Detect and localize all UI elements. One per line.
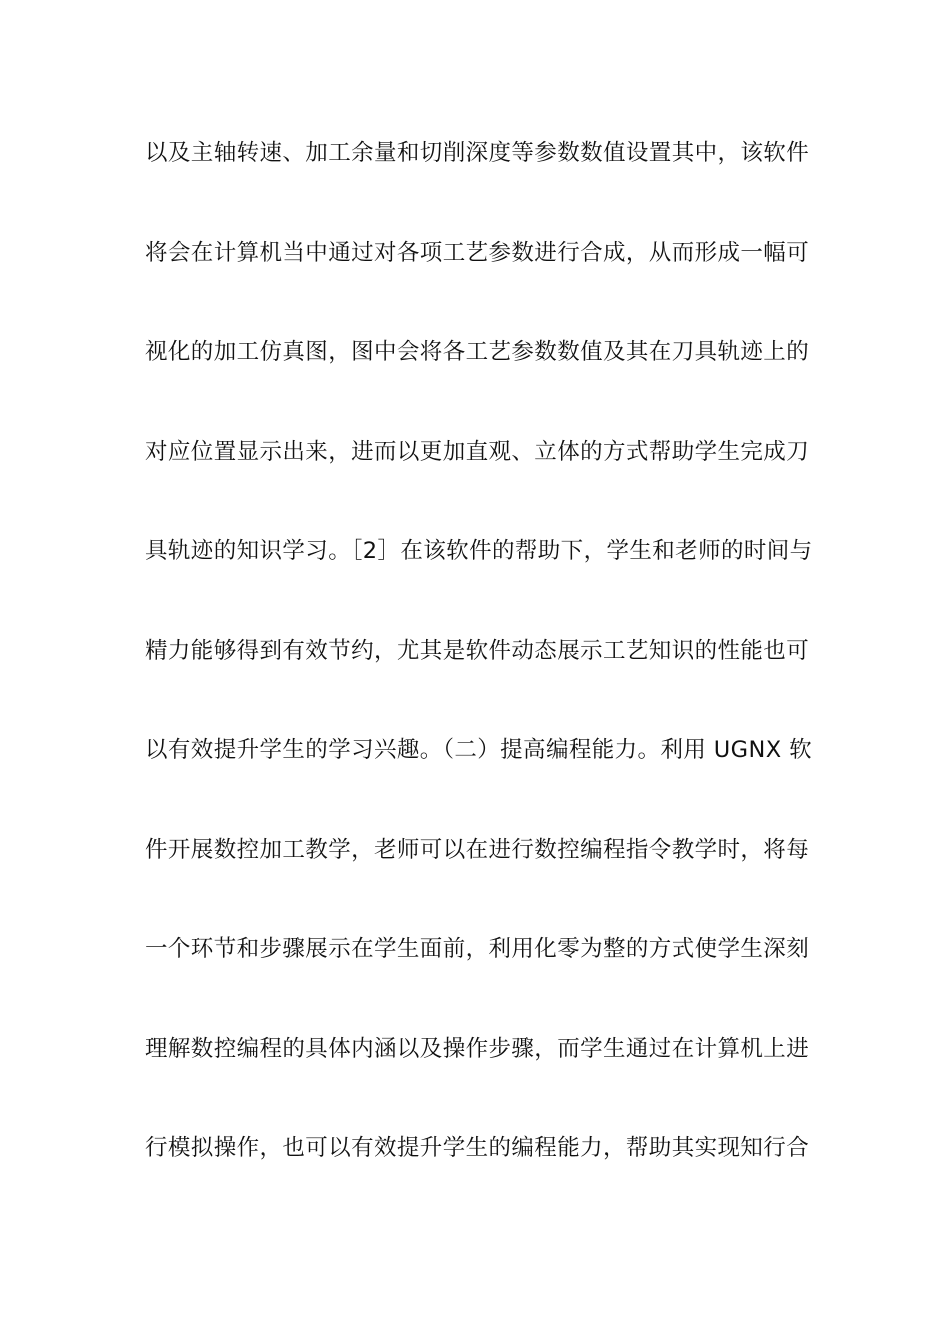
text-line: 精力能够得到有效节约，尤其是软件动态展示工艺知识的性能也可: [145, 637, 810, 664]
text-line: 对应位置显示出来，进而以更加直观、立体的方式帮助学生完成刀: [145, 438, 810, 465]
text-line: 视化的加工仿真图，图中会将各工艺参数数值及其在刀具轨迹上的: [145, 339, 810, 365]
text-line: 行模拟操作，也可以有效提升学生的编程能力，帮助其实现知行合: [145, 1135, 810, 1161]
text-line: 以有效提升学生的学习兴趣。（二）提高编程能力。利用 UGNX 软: [145, 737, 813, 763]
text-line: 以及主轴转速、加工余量和切削深度等参数数值设置其中，该软件: [145, 140, 810, 166]
text-line: 一个环节和步骤展示在学生面前，利用化零为整的方式使学生深刻: [145, 936, 810, 962]
text-line: 件开展数控加工教学，老师可以在进行数控编程指令教学时，将每: [145, 836, 810, 863]
text-line: 具轨迹的知识学习。［2］在该软件的帮助下，学生和老师的时间与: [145, 538, 813, 564]
body-text: [145, 129, 813, 1224]
text-line: 理解数控编程的具体内涵以及操作步骤，而学生通过在计算机上进: [145, 1035, 810, 1062]
text-line: 将会在计算机当中通过对各项工艺参数进行合成，从而形成一幅可: [145, 239, 810, 266]
